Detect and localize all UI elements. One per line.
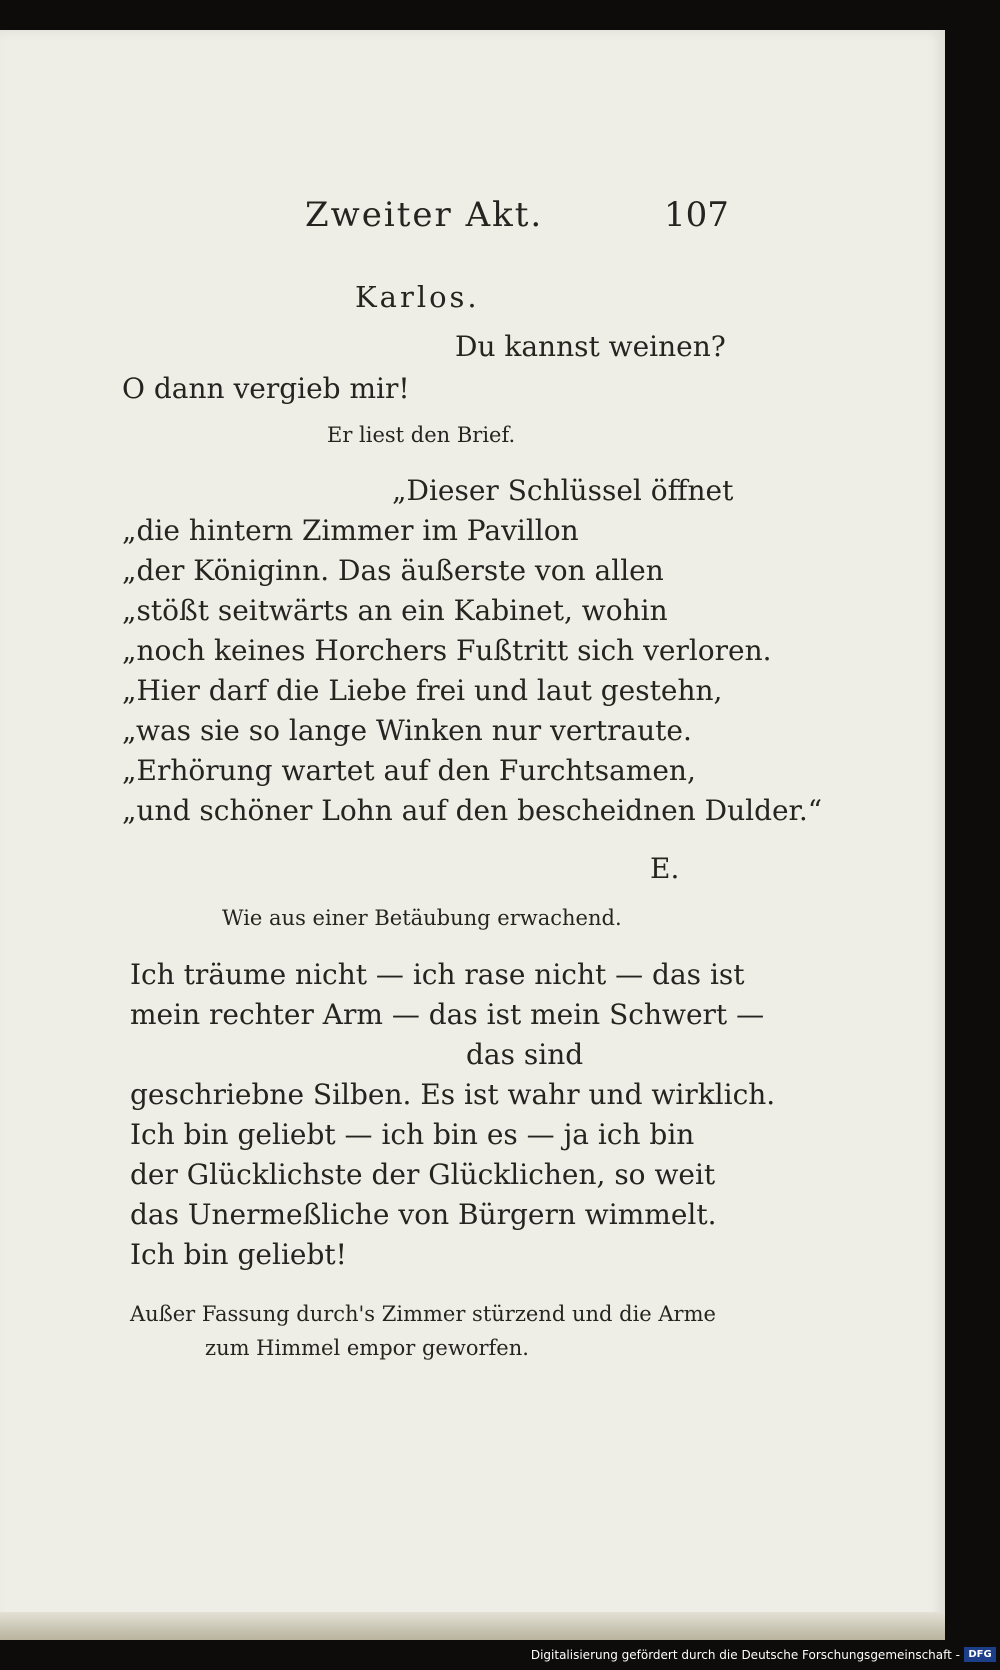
verse-line: das Unermeßliche von Bürgern wimmelt.: [130, 1198, 717, 1231]
verse-line: O dann vergieb mir!: [122, 372, 410, 405]
letter-line: „und schöner Lohn auf den bescheidnen Dulder.“: [122, 794, 823, 827]
verse-line: geschriebne Silben. Es ist wahr und wirklich.: [130, 1078, 776, 1111]
letter-line: „die hintern Zimmer im Pavillon: [122, 514, 579, 547]
verse-line: das sind: [466, 1038, 584, 1071]
book-page: [0, 30, 945, 1640]
stage-direction: Er liest den Brief.: [327, 423, 516, 447]
stage-direction: Außer Fassung durch's Zimmer stürzend und die Arme: [130, 1302, 716, 1326]
letter-signature: E.: [650, 852, 680, 885]
speaker-name: Karlos.: [355, 280, 480, 314]
verse-line: Ich bin geliebt — ich bin es — ja ich bin: [130, 1118, 695, 1151]
running-head-title: Zweiter Akt.: [305, 195, 544, 235]
verse-line: Du kannst weinen?: [455, 330, 726, 363]
page-number: 107: [664, 195, 729, 235]
verse-line: Ich träume nicht — ich rase nicht — das ist: [130, 958, 745, 991]
letter-line: „stößt seitwärts an ein Kabinet, wohin: [122, 594, 668, 627]
dfg-logo: DFG: [964, 1647, 996, 1662]
letter-line: „der Königinn. Das äußerste von allen: [122, 554, 664, 587]
verse-line: mein rechter Arm — das ist mein Schwert —: [130, 998, 765, 1031]
page-bottom-edge: [0, 1612, 945, 1640]
letter-line: „noch keines Horchers Fußtritt sich verloren.: [122, 634, 772, 667]
stage-direction: Wie aus einer Betäubung erwachend.: [222, 906, 622, 930]
letter-line: „was sie so lange Winken nur vertraute.: [122, 714, 692, 747]
verse-line: der Glücklichste der Glücklichen, so weit: [130, 1158, 716, 1191]
letter-line: „Hier darf die Liebe frei und laut gestehn,: [122, 674, 723, 707]
verse-line: Ich bin geliebt!: [130, 1238, 347, 1271]
stage-direction: zum Himmel empor geworfen.: [205, 1336, 529, 1360]
letter-line: „Dieser Schlüssel öffnet: [392, 474, 734, 507]
letter-line: „Erhörung wartet auf den Furchtsamen,: [122, 754, 696, 787]
funding-notice: Digitalisierung gefördert durch die Deutsche Forschungsgemeinschaft -: [530, 1648, 960, 1662]
